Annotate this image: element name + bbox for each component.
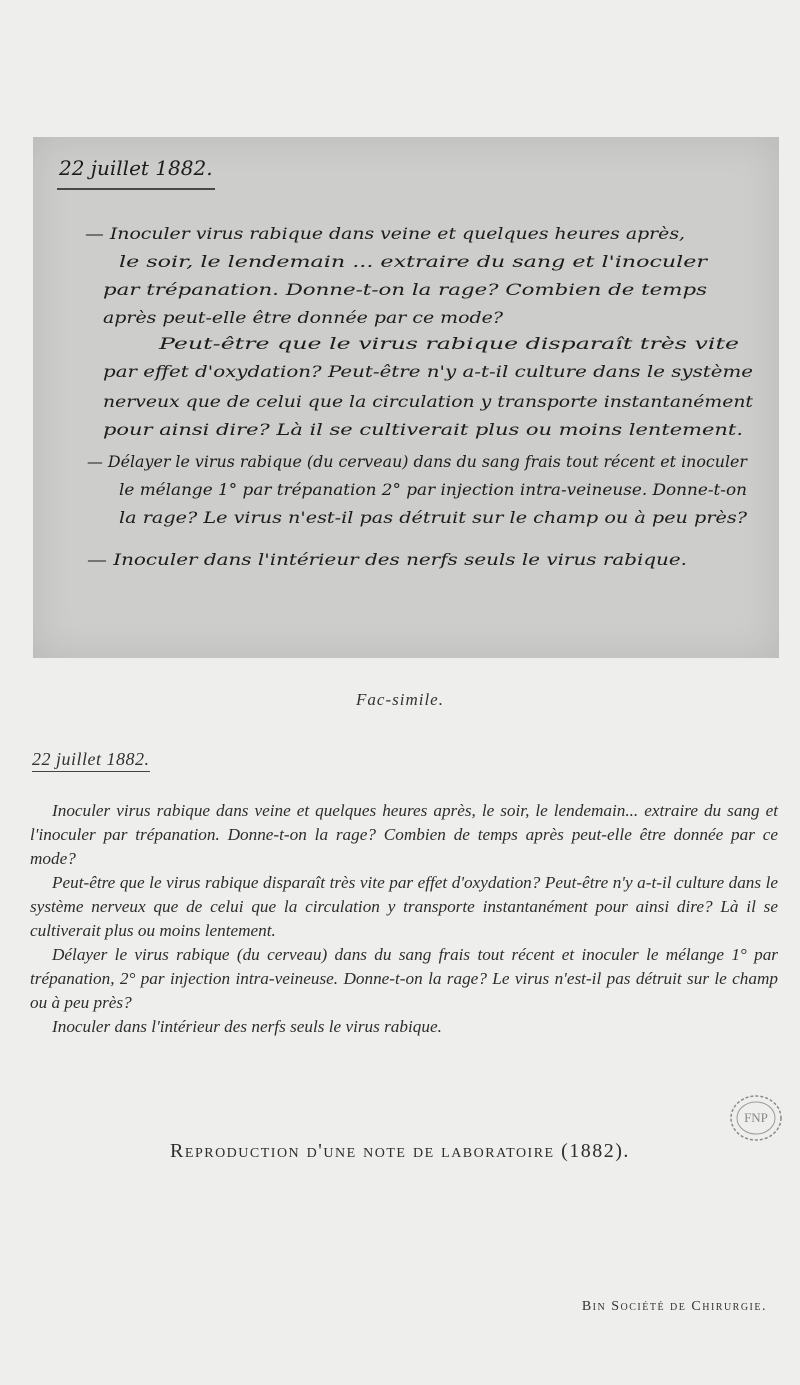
facsimile-line: nerveux que de celui que la circulation y transporte instantanément xyxy=(103,392,754,411)
transcription-date: 22 juillet 1882. xyxy=(32,749,150,772)
facsimile-line: Peut-être que le virus rabique disparaît très vite xyxy=(157,334,739,353)
stamp-text: FNP xyxy=(744,1110,768,1125)
transcription-paragraph: Peut-être que le virus rabique disparaît très vite par effet d'oxydation? Peut-être n'y a-t-il culture dans le système nerveux que de celui que la circulation y transporte instantanément pour ainsi dire? Là il se cultiverait plus ou moins lentement. xyxy=(30,873,778,940)
facsimile-line: le soir, le lendemain ... extraire du sang et l'inoculer xyxy=(119,252,709,271)
facsimile-line: — Délayer le virus rabique (du cerveau) dans du sang frais tout récent et inoculer xyxy=(87,452,749,471)
facsimile-line: par effet d'oxydation? Peut-être n'y a-t-il culture dans le système xyxy=(103,362,753,381)
facsimile-line: le mélange 1° par trépanation 2° par injection intra-veineuse. Donne-t-on xyxy=(119,480,747,499)
facsimile-line: par trépanation. Donne-t-on la rage? Combien de temps xyxy=(103,280,707,299)
transcription-body xyxy=(30,799,778,1039)
facsimile-line: — Inoculer virus rabique dans veine et quelques heures après, xyxy=(85,224,685,243)
facsimile-line: la rage? Le virus n'est-il pas détruit sur le champ ou à peu près? xyxy=(119,508,748,527)
handwriting-svg xyxy=(33,137,779,658)
library-stamp-icon xyxy=(728,1090,784,1146)
facsimile-line: pour ainsi dire? Là il se cultiverait plus ou moins lentement. xyxy=(103,420,743,439)
publisher-credit: Bin Société de Chirurgie. xyxy=(581,1299,767,1314)
facsimile-caption: Fac-simile. xyxy=(356,690,444,709)
facsimile-line: après peut-elle être donnée par ce mode? xyxy=(103,308,504,327)
transcription-paragraph: Inoculer dans l'intérieur des nerfs seuls le virus rabique. xyxy=(52,1017,442,1036)
transcription-paragraph: Inoculer virus rabique dans veine et quelques heures après, le soir, le lendemain... extraire du sang et l'inoculer par trépanation. Donne-t-on la rage? Combien de temps après peut-elle être donnée par ce mode? xyxy=(30,801,778,868)
transcription-paragraph: Délayer le virus rabique (du cerveau) dans du sang frais tout récent et inoculer le mélange 1° par trépanation, 2° par injection intra-veineuse. Donne-t-on la rage? Le virus n'est-il pas détruit sur le champ ou à peu près? xyxy=(30,945,778,1012)
facsimile-heading: 22 juillet 1882. xyxy=(59,156,213,180)
plate-title: Reproduction d'une note de laboratoire (1882). xyxy=(170,1140,630,1162)
facsimile-line: — Inoculer dans l'intérieur des nerfs seuls le virus rabique. xyxy=(87,550,687,569)
facsimile-image xyxy=(33,137,779,658)
